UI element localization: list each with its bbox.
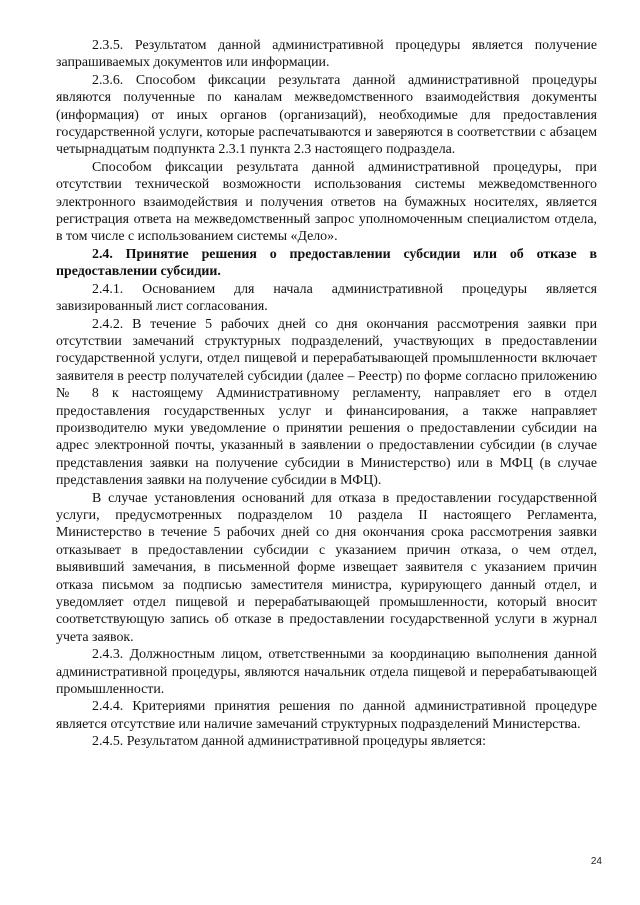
paragraph-2-3-6: 2.3.6. Способом фиксации результата данной административной процедуры являются полученные по каналам межведомственного взаимодействия документы (информация) от иных органов (организаций), необходимые для предоставления государственной услуги, которые распечатываются и заверяются в соответствии с абзацем четырнадцатым подпункта 2.3.1 пункта 2.3 настоящего подраздела.: [56, 72, 597, 158]
paragraph-fixation-method: Способом фиксации результата данной административной процедуры, при отсутствии технической возможности использования системы межведомственного электронного взаимодействия и получения ответов на бумажных носителях, является регистрация ответа на межведомственный запрос уполномоченным специалистом отдела, в том числе с использованием системы «Дело».: [56, 159, 597, 245]
paragraph-2-4-1: 2.4.1. Основанием для начала административной процедуры является завизированный лист согласования.: [56, 281, 597, 315]
section-heading-2-4: 2.4. Принятие решения о предоставлении субсидии или об отказе в предоставлении субсидии.: [56, 246, 597, 280]
paragraph-2-4-2: 2.4.2. В течение 5 рабочих дней со дня окончания рассмотрения заявки при отсутствии замечаний структурных подразделений, участвующих в предоставлении государственной услуги, отдел пищевой и перерабатывающей промышленности включает заявителя в реестр получателей субсидии (далее – Реестр) по форме согласно приложению № 8 к настоящему Административному регламенту, направляет его в отдел предоставления государственных услуг и финансирования, а также направляет производителю муки уведомление о принятии решения о предоставлении субсидии на адрес электронной почты, указанный в заявлении о предоставлении субсидии (в случае представления заявки на получение субсидии в Министерство) или в МФЦ (в случае представления заявки на получение субсидии в МФЦ).: [56, 316, 597, 489]
paragraph-2-4-3: 2.4.3. Должностным лицом, ответственными за координацию выполнения данной административной процедуры, являются начальник отдела пищевой и перерабатывающей промышленности.: [56, 647, 597, 698]
paragraph-2-4-5: 2.4.5. Результатом данной административной процедуры является:: [92, 734, 486, 750]
paragraph-2-3-5: 2.3.5. Результатом данной административной процедуры является получение запрашиваемых документов или информации.: [56, 38, 597, 71]
paragraph-refusal-case: В случае установления оснований для отказа в предоставлении государственной услуги, предусмотренных подразделом 10 раздела II настоящего Регламента, Министерство в течение 5 рабочих дней со дня окончания срока рассмотрения заявки отказывает в предоставлении субсидии с указанием причин отказа, о чем отдел, выявивший замечания, в письменной форме извещает заявителя с указанием причин отказа письмом за подписью заместителя министра, курирующего данный отдел, и уведомляет отдел пищевой и перерабатывающей промышленности, который вносит соответствующую запись об отказе в предоставлении государственной услуги в журнал учета заявок.: [56, 490, 597, 645]
paragraph-2-4-4: 2.4.4. Критериями принятия решения по данной административной процедуре является отсутствие или наличие замечаний структурных подразделений Министерства.: [56, 699, 597, 732]
page-number: 24: [590, 856, 602, 867]
